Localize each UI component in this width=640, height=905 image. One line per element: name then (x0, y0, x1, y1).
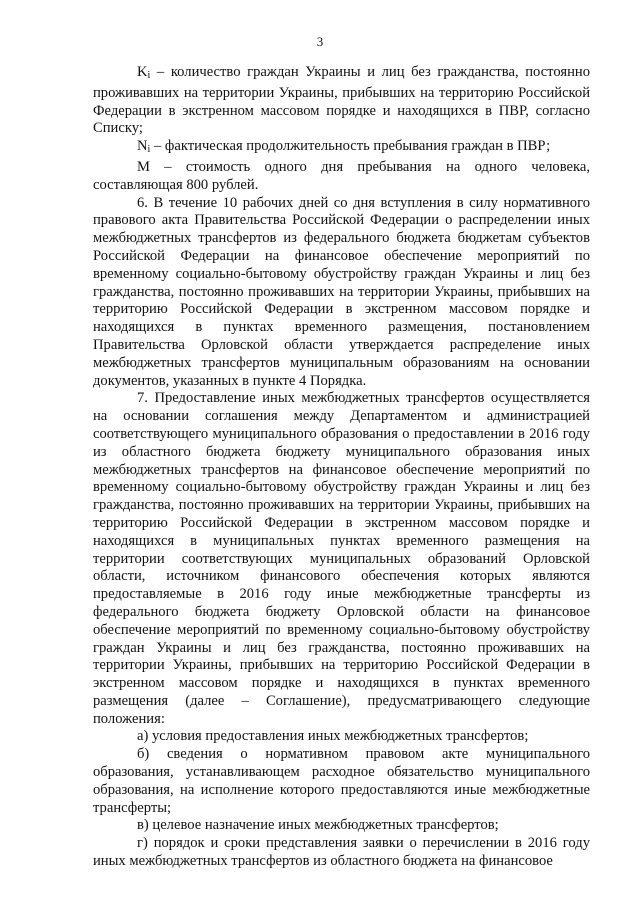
paragraph-text: – фактическая продолжительность пребывания граждан в ПВР; (150, 138, 551, 155)
symbol-k-subscript: i (147, 70, 151, 81)
paragraph-n-definition (93, 138, 590, 159)
symbol-n-subscript: i (147, 144, 151, 156)
paragraph-item-6 (93, 195, 590, 391)
paragraph-text: в) целевое назначение иных межбюджетных трансфертов; (137, 817, 499, 834)
paragraph-subitem-b (93, 746, 590, 817)
symbol-n: N (137, 138, 148, 155)
paragraph-k-definition (93, 64, 590, 138)
paragraph-text: – количество граждан Украины и лиц без гражданства, постоянно проживавших на территории Украины, прибывших на территорию Российской Федерации в экстренном массовом порядке и находящихся в ПВР, согласно Списку; (93, 64, 590, 137)
paragraph-text: 6. В течение 10 рабочих дней со дня вступления в силу нормативного правового акта Правительства Российской Федерации о распределении иных межбюджетных трансфертов из федерального бюджета бюджетам субъектов Российской Федерации на финансовое обеспечение мероприятий по временному социально-бытовому обустройству граждан Украины и лиц без гражданства, постоянно проживавших на территории Украины, прибывших на территорию Российской Федерации в экстренном массовом порядке и находящихся в пунктах временного размещения, постановлением Правительства Орловской области утверждается распределение иных межбюджетных трансфертов муниципальным образованиям на основании документов, указанных в пункте 4 Порядка. (93, 194, 590, 389)
paragraph-subitem-v (93, 817, 590, 835)
paragraph-text: а) условия предоставления иных межбюджетных трансфертов; (137, 728, 529, 745)
paragraph-item-7 (93, 390, 590, 728)
paragraph-subitem-g (93, 835, 590, 871)
paragraph-text: б) сведения о нормативном правовом акте муниципального образования, устанавливающем расходное обязательство муниципального образования, на исполнение которого предоставляются иные межбюджетные трансферты; (93, 746, 590, 816)
paragraph-text: М – стоимость одного дня пребывания на одного человека, составляющая 800 рублей. (93, 158, 590, 193)
paragraph-text: г) порядок и сроки представления заявки о перечислении в 2016 году иных межбюджетных трансфертов из областного бюджета на финансовое (93, 835, 590, 870)
document-body (93, 64, 590, 871)
symbol-k: K (137, 64, 148, 80)
paragraph-m-definition (93, 159, 590, 195)
paragraph-text: 7. Предоставление иных межбюджетных трансфертов осуществляется на основании соглашения между Департаментом и администрацией соответствующего муниципального образования о предоставлении в 2016 году из областного бюджета бюджету муниципального образования иных межбюджетных трансфертов на финансовое обеспечение мероприятий по временному социально-бытовому обустройству граждан Украины и лиц без гражданства, постоянно проживавших на территории Украины, прибывших на территорию Российской Федерации в экстренном массовом порядке и находящихся в муниципальных пунктах временного размещения на территории соответствующих муниципальных образований Орловской области, источником финансового обеспечения которых являются предоставляемые в 2016 году иные межбюджетные трансферты из федерального бюджета бюджету Орловской области на финансовое обеспечение мероприятий по временному социально-бытовому обустройству граждан Украины и лиц без гражданства, постоянно проживавших на территории Украины, прибывших на территорию Российской Федерации в экстренном массовом порядке и находящихся в пунктах временного размещения (далее – Соглашение), предусматривающего следующие положения: (93, 390, 590, 727)
page-number: 3 (316, 34, 324, 49)
paragraph-subitem-a (93, 728, 590, 746)
